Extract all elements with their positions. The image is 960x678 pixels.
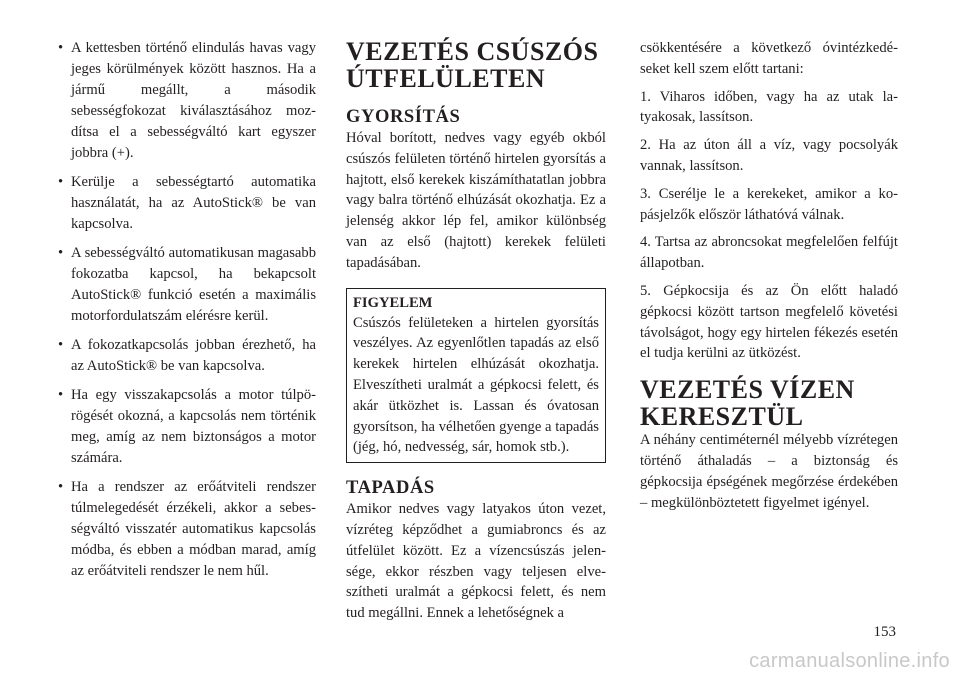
section-heading-water: VEZETÉS VÍZEN KERESZTÜL [640, 375, 855, 432]
bullet-list [58, 38, 316, 582]
subheading-acceleration: GYORSÍTÁS [346, 107, 461, 127]
list-item: 3. Cserélje le a kerekeket, amikor a kopásjelzők először láthatóvá válnak. [640, 185, 898, 223]
bullet-item: • A kettesben történő elindulás havas vagy jeges körülmények között hasznos. Ha a jármű megállt, a második sebességfokozat kiválasztásához mozdítsa el a sebességváltó kart egyszer jobbra (+). [58, 40, 316, 161]
list-item: 2. Ha az úton áll a víz, vagy pocsolyák vannak, lassítson. [640, 137, 898, 174]
list-item: 1. Viharos időben, vagy ha az utak latyakosak, lassítson. [640, 88, 898, 126]
section-heading-slippery: VEZETÉS CSÚSZÓS ÚTFELÜLETEN [346, 37, 599, 93]
bullet-item: • A sebességváltó automatikusan magasabb fokozatba kapcsol, ha bekapcsolt AutoStick® funkció esetén a maximális motorfordulatszám elérésre kerül. [58, 245, 316, 324]
warning-title: FIGYELEM [353, 294, 433, 311]
column-left [58, 38, 316, 590]
bullet-dot-icon: • [58, 337, 64, 353]
list-item: 4. Tartsa az abroncsokat megfelelően felfújt állapotban. [640, 234, 898, 272]
bullet-dot-icon: • [58, 245, 64, 261]
bullet-item: • Kerülje a sebességtartó automatika használatát, ha az AutoStick® be van kapcsolva. [58, 174, 316, 232]
paragraph-water: A néhány centiméternél mélyebb vízrétegen történő áthaladás – a biztonság és gépkocsija épségének megőrzése érdekében – megkülönböztetett figyelmet igényel. [640, 432, 898, 511]
warning-text: Csúszós felületeken a hirtelen gyorsítás veszélyes. Az egyenlőtlen tapadás az első kerekek hirtelen elhúzását okozhatja. Elveszítheti uralmát a gépkocsi felett, és akár ütközhet is. Lassan és óvatosan gyorsítson, ha vélhetően gyenge a tapadás (jég, hó, nedvesség, sár, homok stb.). [353, 314, 599, 456]
bullet-item: • Ha a rendszer az erőátviteli rendszer túlmelegedését érzékeli, akkor a sebességváltó visszatér automatikus kapcsolás módba, és ebben a módban marad, amíg az erőátviteli rendszer le nem hűl. [58, 479, 316, 579]
column-right [640, 38, 898, 513]
bullet-item: • A fokozatkapcsolás jobban érezhető, ha az AutoStick® be van kapcsolva. [58, 337, 316, 374]
watermark: carmanualsonline.info [749, 650, 950, 672]
bullet-dot-icon: • [58, 40, 64, 56]
subheading-traction: TAPADÁS [346, 478, 435, 499]
intro-paragraph: csökkentésére a következő óvintézkedéseket kell szem előtt tartani: [640, 40, 898, 77]
bullet-dot-icon: • [58, 174, 64, 190]
bullet-dot-icon: • [58, 479, 64, 495]
page-number: 153 [873, 624, 896, 640]
bullet-dot-icon: • [58, 387, 64, 403]
paragraph-traction: Amikor nedves vagy latyakos úton vezet, vízréteg képződhet a gumiabroncs és az útfelület között. Ez a vízencsúszás jelensége, ekkor részben vagy teljesen elveszítheti uralmát a gépkocsi felett, és nem tud megállni. Ennek a lehetőségnek a [346, 501, 606, 622]
list-item: 5. Gépkocsija és az Ön előtt haladó gépkocsi között tartson megfelelő követési távolságot, hogy egy hirtelen fékezés esetén el tudja kerülni az ütközést. [640, 282, 898, 362]
column-middle [346, 38, 606, 624]
warning-box [346, 288, 606, 464]
paragraph-acceleration: Hóval borított, nedves vagy egyéb okból csúszós felületen történő hirtelen gyorsítás a hajtott, első kerekek kiszámíthatatlan jobbra vagy balra történő elhúzását okozhatja. Ez a jelenség akkor lép fel, amikor különbség van az első (hajtott) kerekek felületi tapadásában. [346, 130, 606, 271]
bullet-item: • Ha egy visszakapcsolás a motor túlpörögését okozná, a kapcsolás nem történik meg, amíg az nem biztonságos a motor számára. [58, 387, 316, 466]
